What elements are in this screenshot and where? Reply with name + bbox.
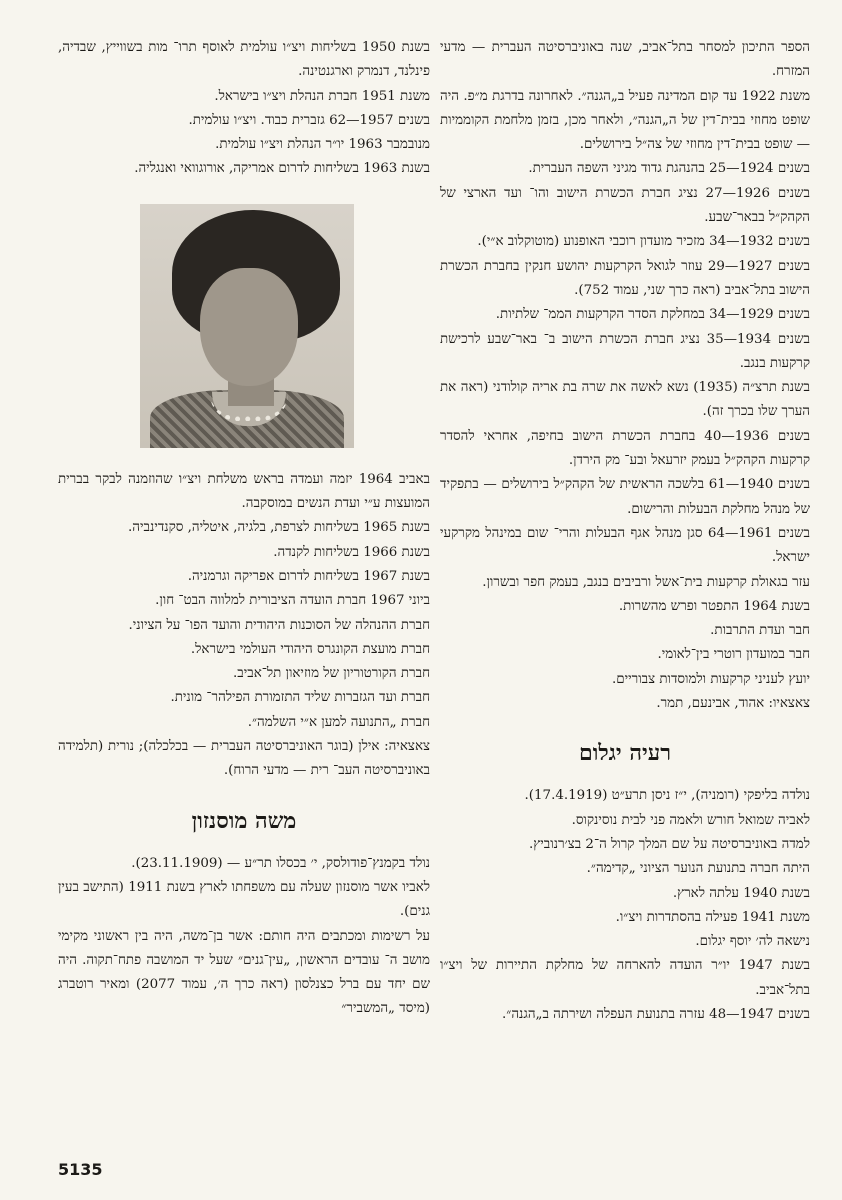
paragraph: נישאה לה׳ יוסף יגלום. (695, 934, 810, 950)
paragraph: בשנים 1927—29 עוזר לגואל הקרקעות יהושע חנקין בחברת הכשרת הישוב בתל־אביב (ראה כרך שני, עמוד 752). (440, 258, 810, 298)
paragraph: בשנת 1940 עלתה לארץ. (672, 885, 810, 901)
paragraph: בשנים 1940—61 בלשכה הראשית של הקהק״ל בירושלים — בתפקיד של מנהל מחלקת הבעלות והרישום. (440, 477, 810, 517)
photo-face (200, 268, 298, 386)
portrait-photo (140, 204, 354, 448)
paragraph: עזר בגאולת קרקעות בית־אשל ורביבים בנגב, בעמק חפר ובשרון. (482, 574, 810, 590)
left-paragraphs-a (58, 36, 430, 182)
paragraph: חבר ועדת התרבות. (710, 623, 810, 639)
paragraph: בשנים 1957—62 גזברית כבוד. ויצ״ו עולמית. (188, 112, 430, 128)
paragraph: חברת הקורטוריון של מוזיאון תל־אביב. (233, 666, 430, 682)
paragraph: בשנים 1961—64 סגן מנהל אגף הבעלות והרי־ שום במינהל מקרקעי ישראל. (440, 525, 810, 566)
paragraph: בשנת 1966 בשליחות לקנדה. (273, 544, 430, 560)
paragraph: לאביו אשר מוסנזון שעלה עם משפחתו לארץ בשנת 1911 (התישב בעין גנים). (58, 879, 430, 920)
paragraph: היתה חברה בתנועת הנוער הציוני „קדימה״. (586, 861, 810, 877)
paragraph: על רשימות ומכתבים היה חותם: אשר בן־משה, היה בין ראשוני מקימי מושב ה־ עובדים הראשון, „עין־גנים״ שעל יד המושבה פתח־תקוה. היה שם יחד עם ברל כצנלסון (ראה כרך ה׳, עמוד 2077) ומאיר רוטברג (מיסד „המשביר״ (58, 928, 430, 1017)
paragraph: למדה באוניברסיטה על שם המלך קרול ה־2 בצ׳רנוביץ. (529, 836, 810, 852)
paragraph: צאצאיה: אילן (בוגר האוניברסיטה העברית — בכלכלה); נורית (תלמידה באוניברסיטה העב־ רית — מדעי הרוח). (58, 739, 430, 779)
page-number: 5135 (58, 1160, 103, 1179)
paragraph: הספר התיכון למסחר בתל־אביב, שנה באוניברסיטה העברית — מדעי המזרח. (440, 40, 810, 80)
paragraph: בשנים 1934—35 נציג חברת הכשרת הישוב ב־ באר־שבע לרכישת קרקעות בנגב. (440, 331, 811, 371)
paragraph: נולד בקמנץ־פודולסק, י׳ בכסלו תר״ע — (23.11.1909). (131, 855, 430, 871)
right-paragraphs-a (440, 36, 810, 716)
left-column (58, 36, 430, 1022)
paragraph: משנת 1951 חברת הנהלת ויצ״ו בישראל. (214, 88, 430, 104)
paragraph: חברת מועצת הקונגרס היהודי העולמי בישראל. (190, 641, 430, 657)
paragraph: בשנים 1924—25 בהנהגת גדוד מגיני השפה העברית. (528, 161, 810, 177)
paragraph: בשנת 1947 יו״ר הועדה להארחה של מחלקת התיירות של ויצ״ו בתל־אביב. (440, 958, 811, 998)
paragraph: חברת ועד הגזברות שליד התזמורת הפילהר־ מונית. (170, 690, 430, 706)
paragraph: חברת ההנהלה של הסוכנות היהודית והועד הפו־ על הציוני. (128, 617, 430, 633)
right-column (440, 36, 810, 1027)
paragraph: באביב 1964 יזמה ועמדה בראש משלחת ויצ״ו שהוזמנה לבקר בברית המועצות ע״י ועדת הנשים במוסקבה. (58, 471, 430, 512)
entry-heading-raya-yaglom: רעיה יגלום (578, 740, 672, 767)
paragraph: מנובמבר 1963 יו״ר הנהלת ויצ״ו עולמית. (215, 137, 430, 153)
paragraph: בשנת תרצ״ה (1935) נשא לאשה את שרה בת אריה קולודני (ראה את הערך שלו בכרך זה). (440, 380, 810, 420)
paragraph: בשנים 1929—34 במחלקת הסדר הקרקעות הממ־ שלתיות. (495, 307, 810, 323)
right-paragraphs-b (440, 784, 810, 1027)
paragraph: משנת 1941 פעילה בהסתדרות ויצ״ו. (615, 909, 810, 925)
paragraph: יועץ לעניני קרקעות ולמוסדות צבוריים. (612, 671, 810, 687)
paragraph: משנת 1922 עד קום המדינה פעיל ב„הגנה״. לאחרונה בדרגת מ״פ. היה שופט מחוזי בבית־דין של ה„הגנה״, ולאחר מכן, בזמן מלחמת הקוממיות — שופט בבית־דין מחוזי של צה״ל בירושלים. (440, 88, 811, 153)
paragraph: בשנים 1936—40 בחברת הכשרת הישוב בחיפה, אחראי להסדר קרקעות הקהק״ל בעמק יזרעאל ובע־ מק הירדן. (440, 428, 810, 469)
paragraph: לאביה שמואל חורש ולאמה פני לבית נוסינקוס. (571, 812, 810, 828)
left-paragraphs-c (58, 852, 430, 1022)
paragraph: בשנת 1965 בשליחות לצרפת, בלגיה, איטליה, סקנדינביה. (128, 520, 430, 536)
paragraph: בשנת 1967 בשליחות לדרום אפריקה וגרמניה. (187, 568, 430, 584)
paragraph: חברת „התנועה למען א״י השלמה״. (247, 714, 430, 730)
left-paragraphs-b (58, 468, 430, 784)
paragraph: בשנים 1932—34 מזכיר מועדון רוכבי האופנוע (מוטוקלוב א״י). (477, 234, 810, 250)
paragraph: ביוני 1967 חברת הועדה הציבורית למלווה הבט־ חון. (155, 593, 430, 609)
entry-heading-moshe-mosenzon: משה מוסנזון (191, 807, 297, 834)
paragraph: בשנים 1926—27 נציג חברת הכשרת הישוב והו־ ועד הארצי של הקהק״ל בבאר־שבע. (440, 185, 810, 226)
paragraph: נולדה בליפקי (רומניה), י״ז ניסן תרע״ט (17.4.1919). (524, 788, 810, 804)
paragraph: חבר במועדון רוטרי בין־לאומי. (657, 647, 810, 663)
paragraph: בשנת 1963 בשליחות לדרום אמריקה, אורוגוואי ואנגליה. (134, 161, 430, 177)
paragraph: בשנים 1947—48 עזרה בתנועת העפלה ושירתה ב„הגנה״. (502, 1006, 810, 1022)
paragraph: צאצאיו: אהוד, אבינעם, תמר. (656, 696, 810, 712)
paragraph: בשנת 1950 בשליחות ויצ״ו עולמית לאוסף תרו־ מות בשווייץ, שבדיה, פינלנד, דנמרק וארגנטינה. (58, 40, 430, 80)
paragraph: בשנת 1964 התפטר ופרש מהשרות. (618, 598, 810, 614)
